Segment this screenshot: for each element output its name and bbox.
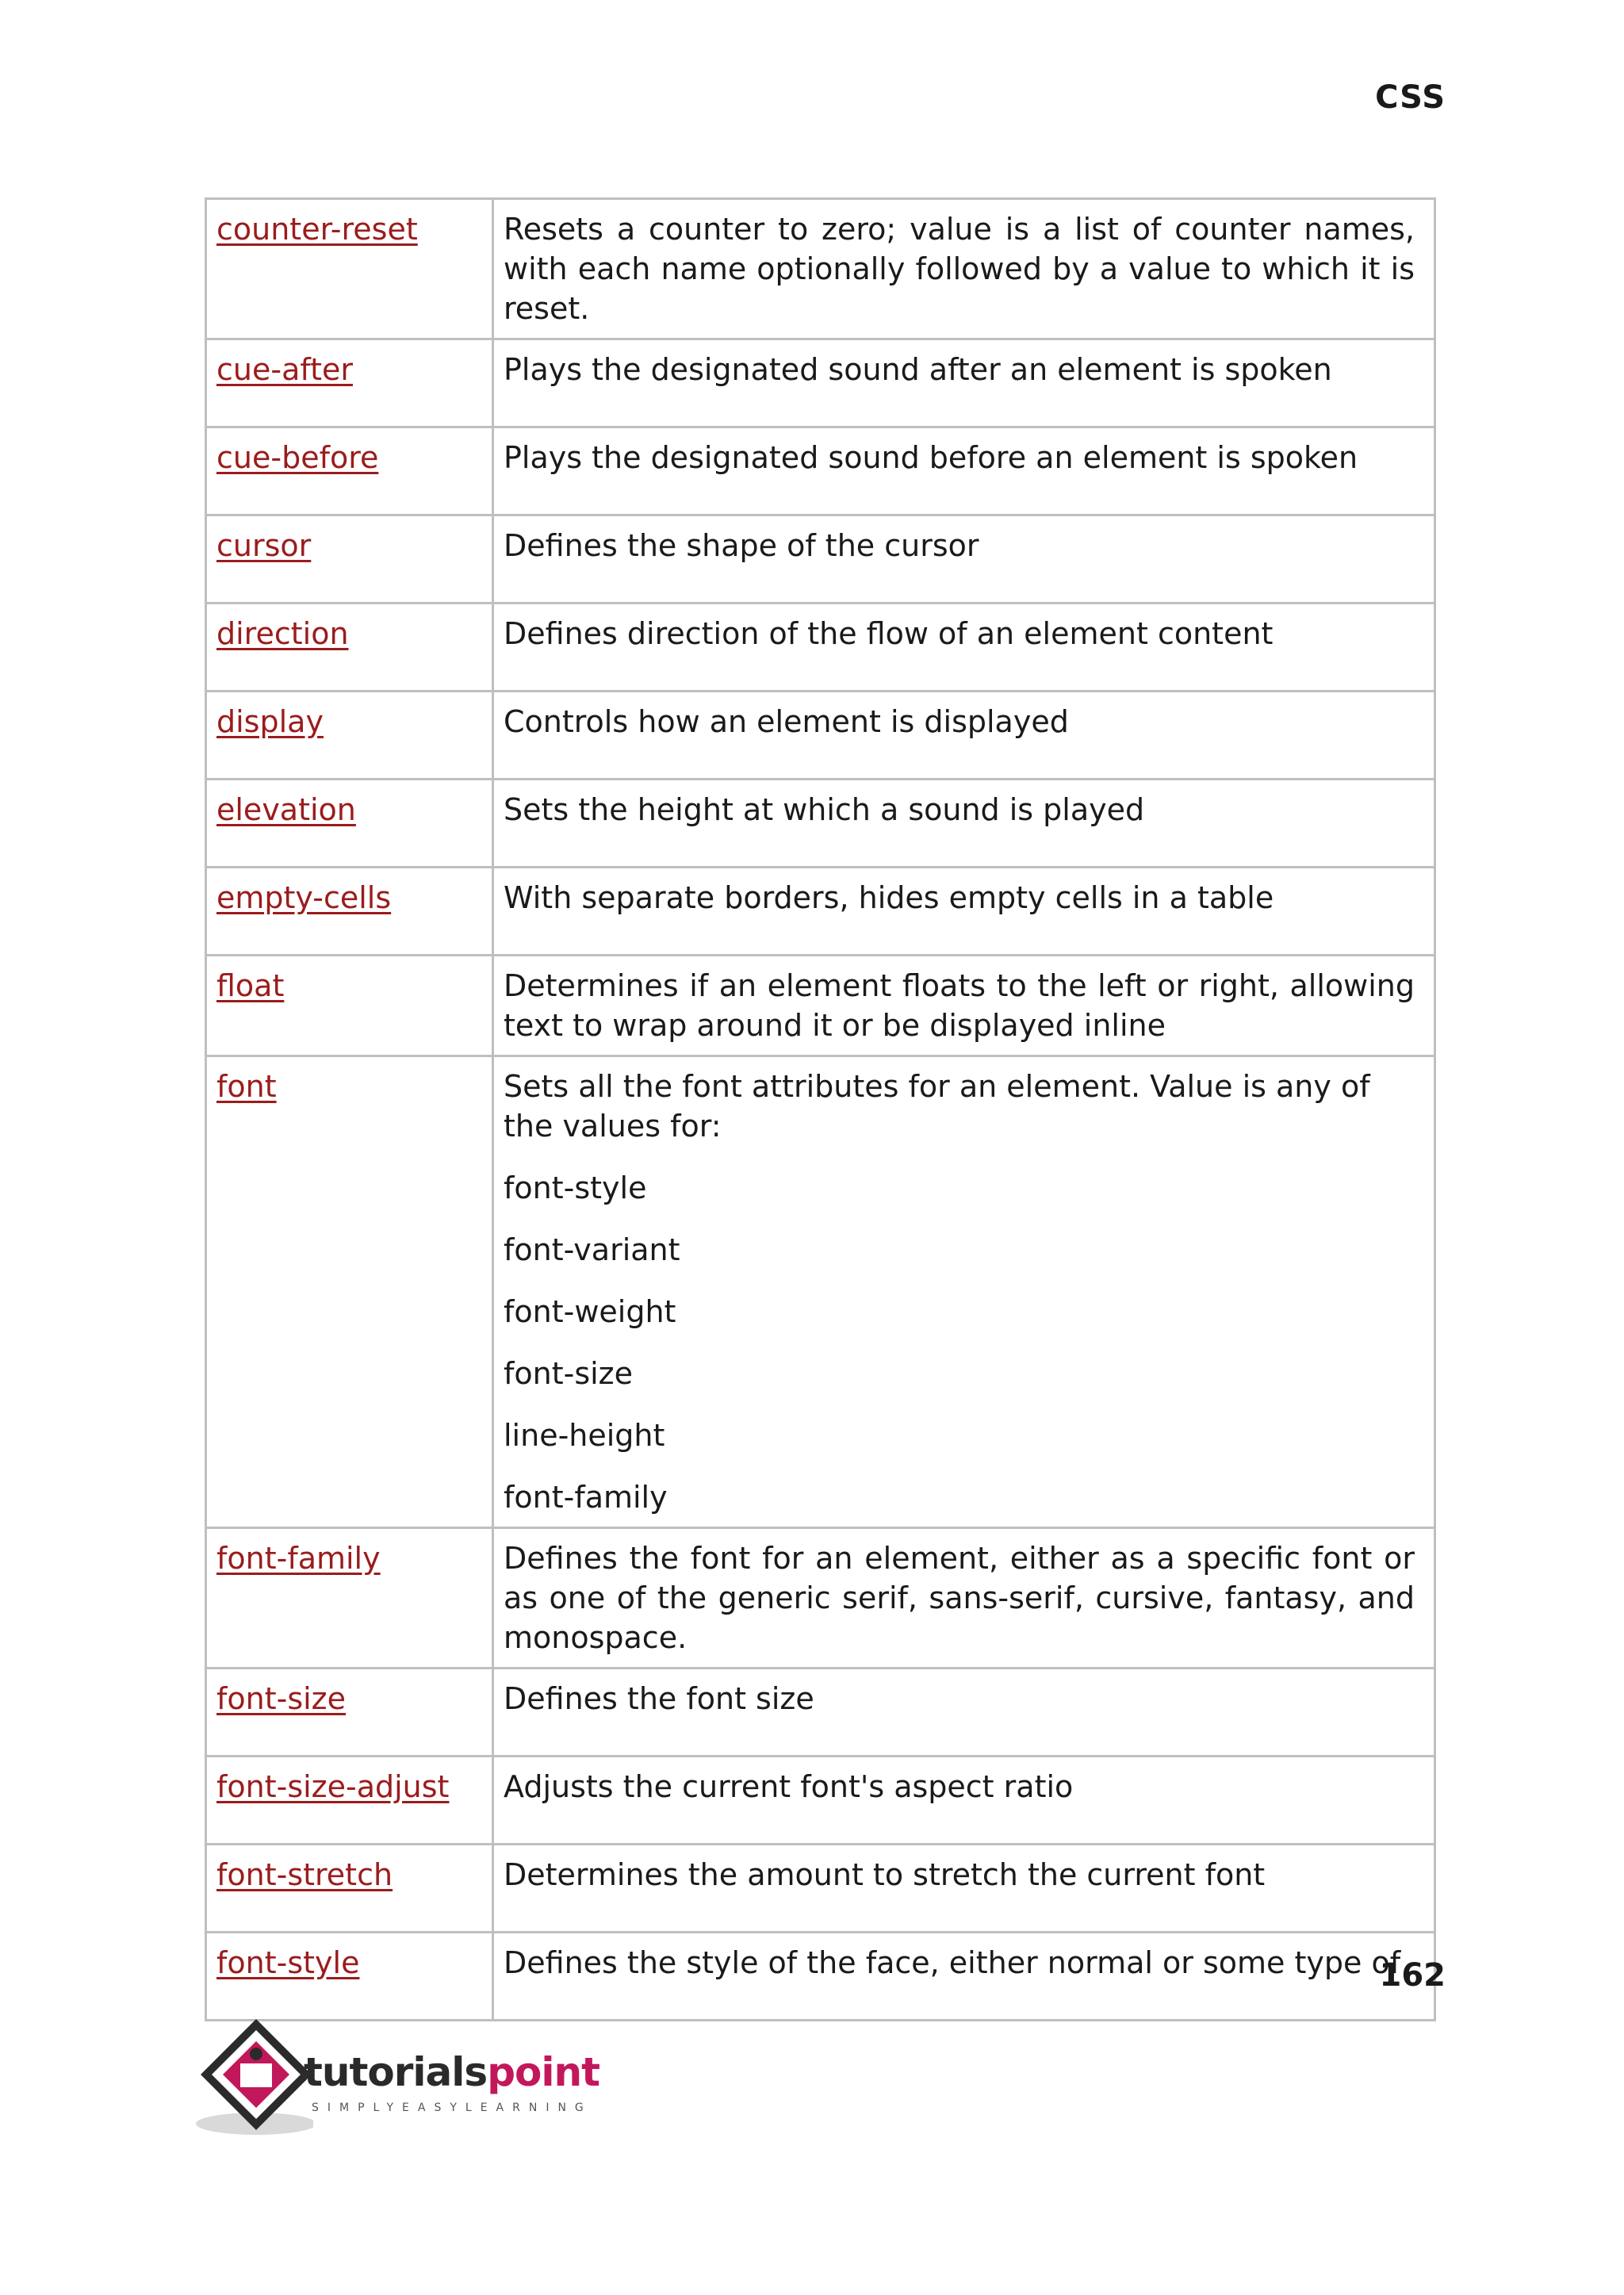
description-text: Resets a counter to zero; value is a list of counter names, with each name optionally followed by a value to which it is reset. <box>504 212 1415 326</box>
logo-tagline: SIMPLYEASYLEARNING <box>312 2102 592 2114</box>
property-link[interactable]: font-style <box>216 1945 360 1980</box>
property-cell <box>206 1056 493 1528</box>
table-row <box>206 199 1435 339</box>
sub-value-item: font-size <box>504 1356 634 1391</box>
sub-value-item: line-height <box>504 1418 665 1453</box>
page-number: 162 <box>1379 1957 1446 1994</box>
property-link[interactable]: counter-reset <box>216 212 418 247</box>
description-text: Determines if an element floats to the left or right, allowing text to wrap around it or be displayed inline <box>504 968 1415 1043</box>
description-text: Determines the amount to stretch the current font <box>504 1857 1266 1892</box>
logo-wordmark <box>304 2049 599 2095</box>
logo-diamond-icon <box>194 2014 313 2141</box>
tutorialspoint-logo <box>194 2014 607 2141</box>
sub-value-item: font-style <box>504 1170 647 1205</box>
page-header-title: CSS <box>1375 79 1446 116</box>
table-row <box>206 427 1435 515</box>
table-row <box>206 868 1435 956</box>
property-cell <box>206 1669 493 1757</box>
description-cell <box>493 199 1435 339</box>
property-link[interactable]: font-size-adjust <box>216 1769 450 1804</box>
table-row <box>206 603 1435 692</box>
description-text: Defines the font for an element, either as a specific font or as one of the generic serif, sans-serif, cursive, fantasy, and monospace. <box>504 1541 1415 1655</box>
property-cell <box>206 868 493 956</box>
sub-value-item: font-family <box>504 1480 668 1515</box>
description-text: Defines the style of the face, either normal or some type of <box>504 1945 1401 1980</box>
description-text: Plays the designated sound before an element is spoken <box>504 440 1358 475</box>
property-link[interactable]: float <box>216 968 285 1003</box>
table-row <box>206 1669 1435 1757</box>
table-row <box>206 339 1435 427</box>
description-text: Defines the shape of the cursor <box>504 528 979 563</box>
table-row <box>206 1528 1435 1669</box>
property-cell <box>206 603 493 692</box>
property-link[interactable]: font-stretch <box>216 1857 393 1892</box>
description-text: Controls how an element is displayed <box>504 704 1069 739</box>
property-cell <box>206 339 493 427</box>
property-cell <box>206 1845 493 1933</box>
property-cell <box>206 780 493 868</box>
logo-word-point: point <box>487 2049 599 2095</box>
description-cell <box>493 956 1435 1056</box>
property-cell <box>206 1933 493 2021</box>
table-row <box>206 1933 1435 2021</box>
property-cell <box>206 1757 493 1845</box>
table-row <box>206 692 1435 780</box>
sub-value-item: font-weight <box>504 1294 676 1329</box>
table-row <box>206 956 1435 1056</box>
sub-value-item: font-variant <box>504 1232 680 1267</box>
table-body <box>206 199 1435 2021</box>
description-cell <box>493 603 1435 692</box>
property-cell <box>206 956 493 1056</box>
property-link[interactable]: elevation <box>216 792 356 827</box>
property-cell <box>206 427 493 515</box>
property-link[interactable]: font-family <box>216 1541 381 1576</box>
description-cell <box>493 515 1435 603</box>
table-row <box>206 1056 1435 1528</box>
property-link[interactable]: cursor <box>216 528 312 563</box>
property-link[interactable]: cue-before <box>216 440 379 475</box>
description-cell <box>493 868 1435 956</box>
description-cell <box>493 1669 1435 1757</box>
description-cell <box>493 339 1435 427</box>
description-text: Sets the height at which a sound is played <box>504 792 1145 827</box>
description-text: Plays the designated sound after an element is spoken <box>504 352 1332 387</box>
table-row <box>206 515 1435 603</box>
property-link[interactable]: direction <box>216 616 349 651</box>
property-cell <box>206 199 493 339</box>
table-row <box>206 780 1435 868</box>
description-text: Adjusts the current font's aspect ratio <box>504 1769 1074 1804</box>
description-cell <box>493 1528 1435 1669</box>
description-text: Sets all the font attributes for an element. Value is any of the values for: <box>504 1069 1370 1144</box>
description-cell <box>493 1933 1435 2021</box>
description-text: Defines direction of the flow of an element content <box>504 616 1274 651</box>
logo-word-tutorials: tutorials <box>304 2049 488 2095</box>
description-cell <box>493 1757 1435 1845</box>
property-link[interactable]: empty-cells <box>216 880 392 915</box>
description-cell <box>493 427 1435 515</box>
description-cell <box>493 780 1435 868</box>
property-cell <box>206 692 493 780</box>
description-cell <box>493 1845 1435 1933</box>
property-link[interactable]: cue-after <box>216 352 353 387</box>
property-cell <box>206 1528 493 1669</box>
css-properties-table <box>205 197 1436 2021</box>
description-cell <box>493 1056 1435 1528</box>
description-text: With separate borders, hides empty cells in a table <box>504 880 1274 915</box>
property-link[interactable]: font <box>216 1069 277 1104</box>
property-cell <box>206 515 493 603</box>
description-cell <box>493 692 1435 780</box>
description-text: Defines the font size <box>504 1681 814 1716</box>
table-row <box>206 1757 1435 1845</box>
property-link[interactable]: display <box>216 704 324 739</box>
table-row <box>206 1845 1435 1933</box>
property-link[interactable]: font-size <box>216 1681 347 1716</box>
